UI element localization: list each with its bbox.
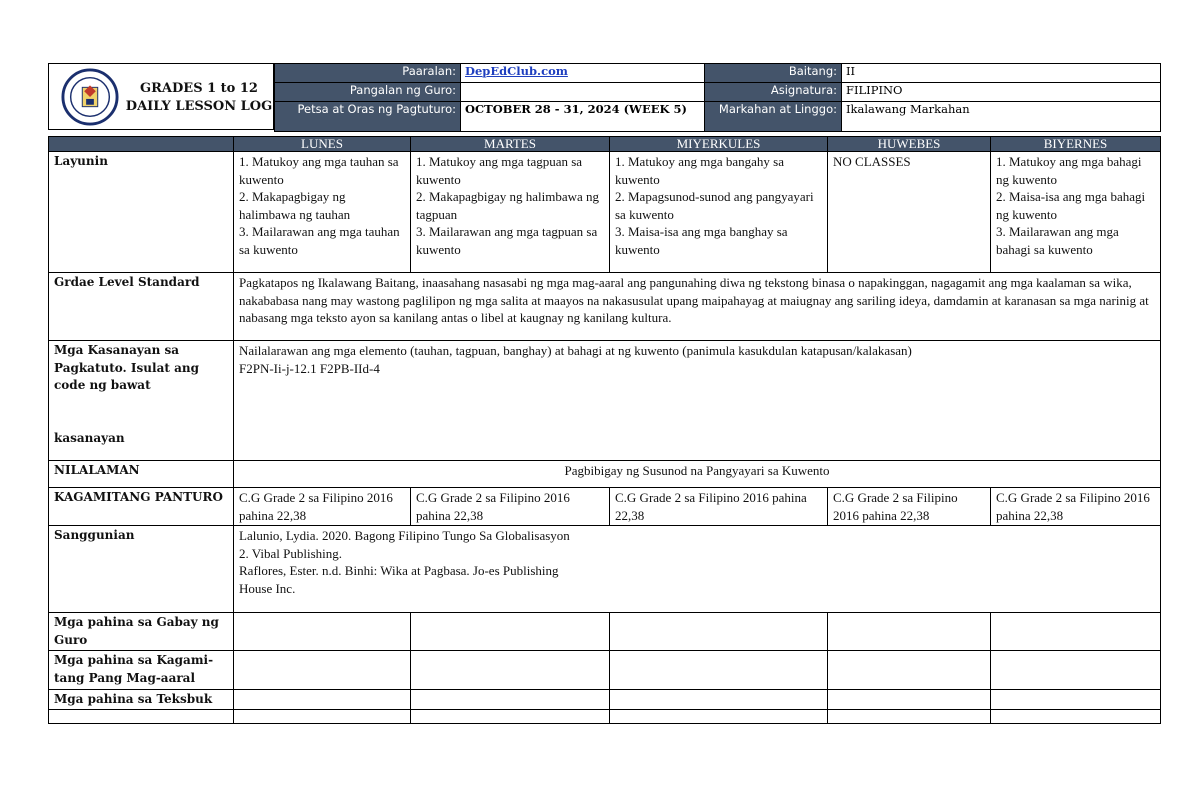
title-line-1: GRADES 1 to 12 <box>140 81 258 96</box>
mag-aaral-thursday <box>828 651 991 689</box>
gabay-friday <box>991 613 1161 651</box>
day-header-tuesday: MARTES <box>411 137 610 152</box>
school-value <box>461 64 705 83</box>
teksbuk-label: Mga pahina sa Teksbuk <box>49 689 234 710</box>
kagamitan-label: KAGAMITANG PANTURO <box>49 488 234 526</box>
header-title-block <box>48 63 274 130</box>
gabay-tuesday <box>411 613 610 651</box>
date-value <box>461 102 705 132</box>
deped-seal-icon <box>61 68 119 126</box>
blank-monday <box>234 710 411 724</box>
day-header-friday: BIYERNES <box>991 137 1161 152</box>
layunin-thursday: NO CLASSES <box>828 152 991 273</box>
layunin-tuesday: 1. Matukoy ang mga tagpuan sa kuwento 2. Makapagbigay ng halimbawa ng tagpuan 3. Mailarawan ang mga tagpuan sa kuwento <box>411 152 610 273</box>
kagamitan-friday: C.G Grade 2 sa Filipino 2016 pahina 22,38 <box>991 488 1161 526</box>
teksbuk-friday <box>991 689 1161 710</box>
gabay-label: Mga pahina sa Gabay ng Guro <box>49 613 234 651</box>
teksbuk-thursday <box>828 689 991 710</box>
corner-cell <box>49 137 234 152</box>
layunin-monday: 1. Matukoy ang mga tauhan sa kuwento 2. Makapagbigay ng halimbawa ng tauhan 3. Mailarawan ang mga tauhan sa kuwento <box>234 152 411 273</box>
layunin-friday: 1. Matukoy ang mga bahagi ng kuwento 2. Maisa-isa ang mga bahagi ng kuwento 3. Mailarawan ang mga bahagi sa kuwento <box>991 152 1161 273</box>
gabay-monday <box>234 613 411 651</box>
layunin-label: Layunin <box>49 152 234 273</box>
gabay-wednesday <box>610 613 828 651</box>
kagamitan-thursday: C.G Grade 2 sa Filipino 2016 pahina 22,38 <box>828 488 991 526</box>
school-link[interactable]: DepEdClub.com <box>465 64 568 78</box>
day-header-monday: LUNES <box>234 137 411 152</box>
mag-aaral-monday <box>234 651 411 689</box>
teksbuk-tuesday <box>411 689 610 710</box>
kagamitan-wednesday: C.G Grade 2 sa Filipino 2016 pahina 22,38 <box>610 488 828 526</box>
mag-aaral-friday <box>991 651 1161 689</box>
date-label: Petsa at Oras ng Pagtuturo: <box>275 102 461 132</box>
nilalaman-row <box>49 461 1161 488</box>
grade-value: II <box>842 64 1161 83</box>
kagamitan-row <box>49 488 1161 526</box>
school-label: Paaralan: <box>275 64 461 83</box>
day-header-wednesday: MIYERKULES <box>610 137 828 152</box>
mag-aaral-wednesday <box>610 651 828 689</box>
kagamitan-tuesday: C.G Grade 2 sa Filipino 2016 pahina 22,38 <box>411 488 610 526</box>
standard-row <box>49 273 1161 341</box>
days-header-row <box>49 137 1161 152</box>
standard-label: Grdae Level Standard <box>49 273 234 341</box>
lesson-log-table <box>48 136 1161 724</box>
gabay-thursday <box>828 613 991 651</box>
kasanayan-label: Mga Kasanayan sa Pagkatuto. Isulat ang code ng bawat kasanayan <box>49 341 234 461</box>
teksbuk-monday <box>234 689 411 710</box>
kasanayan-text: Nailalarawan ang mga elemento (tauhan, tagpuan, banghay) at bahagi at ng kuwento (panimula kasukdulan katapusan/kalakasan) F2PN-Ii-j-12.1 F2PB-IId-4 <box>234 341 1161 461</box>
nilalaman-text: Pagbibigay ng Susunod na Pangyayari sa Kuwento <box>234 461 1161 488</box>
page-title <box>125 80 273 116</box>
teacher-value <box>461 83 705 102</box>
grade-label: Baitang: <box>705 64 842 83</box>
kagamitang-mag-aaral-label: Mga pahina sa Kagami-tang Pang Mag-aaral <box>49 651 234 689</box>
blank-row <box>49 710 1161 724</box>
blank-friday <box>991 710 1161 724</box>
kagamitang-mag-aaral-row <box>49 651 1161 689</box>
sanggunian-label: Sanggunian <box>49 526 234 613</box>
quarter-label: Markahan at Linggo: <box>705 102 842 132</box>
teacher-label: Pangalan ng Guro: <box>275 83 461 102</box>
header-info-table <box>274 63 1161 132</box>
gabay-row <box>49 613 1161 651</box>
blank-tuesday <box>411 710 610 724</box>
standard-text: Pagkatapos ng Ikalawang Baitang, inaasahang nasasabi ng mga mag-aaral ang pangunahing diwa ng tekstong binasa o napakinggan, nagagamit ang mga kaalaman sa wika, nakababasa nang may wastong paglilipon ng mga salita at maayos na nakasusulat upang maipahayag at maiugnay ang sariling ideya, damdamin at karanasan sa mga narinig at nabasang mga teksto ayon sa kanilang antas o libel at kaugnay ng kanilang kultura. <box>234 273 1161 341</box>
date-value-text: OCTOBER 28 - 31, 2024 (WEEK 5) <box>465 102 687 116</box>
nilalaman-label: NILALAMAN <box>49 461 234 488</box>
subject-value: FILIPINO <box>842 83 1161 102</box>
blank-wednesday <box>610 710 828 724</box>
day-header-thursday: HUWEBES <box>828 137 991 152</box>
layunin-row <box>49 152 1161 273</box>
sanggunian-row <box>49 526 1161 613</box>
teksbuk-row <box>49 689 1161 710</box>
blank-thursday <box>828 710 991 724</box>
kagamitan-monday: C.G Grade 2 sa Filipino 2016 pahina 22,38 <box>234 488 411 526</box>
sanggunian-text: Lalunio, Lydia. 2020. Bagong Filipino Tungo Sa Globalisasyon 2. Vibal Publishing. Raflores, Ester. n.d. Binhi: Wika at Pagbasa. Jo-es Publishing House Inc. <box>234 526 1161 613</box>
title-line-2: DAILY LESSON LOG <box>125 99 273 114</box>
kasanayan-row <box>49 341 1161 461</box>
teksbuk-wednesday <box>610 689 828 710</box>
mag-aaral-tuesday <box>411 651 610 689</box>
quarter-value: Ikalawang Markahan <box>842 102 1161 132</box>
layunin-wednesday: 1. Matukoy ang mga bangahy sa kuwento 2. Mapagsunod-sunod ang pangyayari sa kuwento 3. Maisa-isa ang mga banghay sa kuwento <box>610 152 828 273</box>
blank-label <box>49 710 234 724</box>
subject-label: Asignatura: <box>705 83 842 102</box>
